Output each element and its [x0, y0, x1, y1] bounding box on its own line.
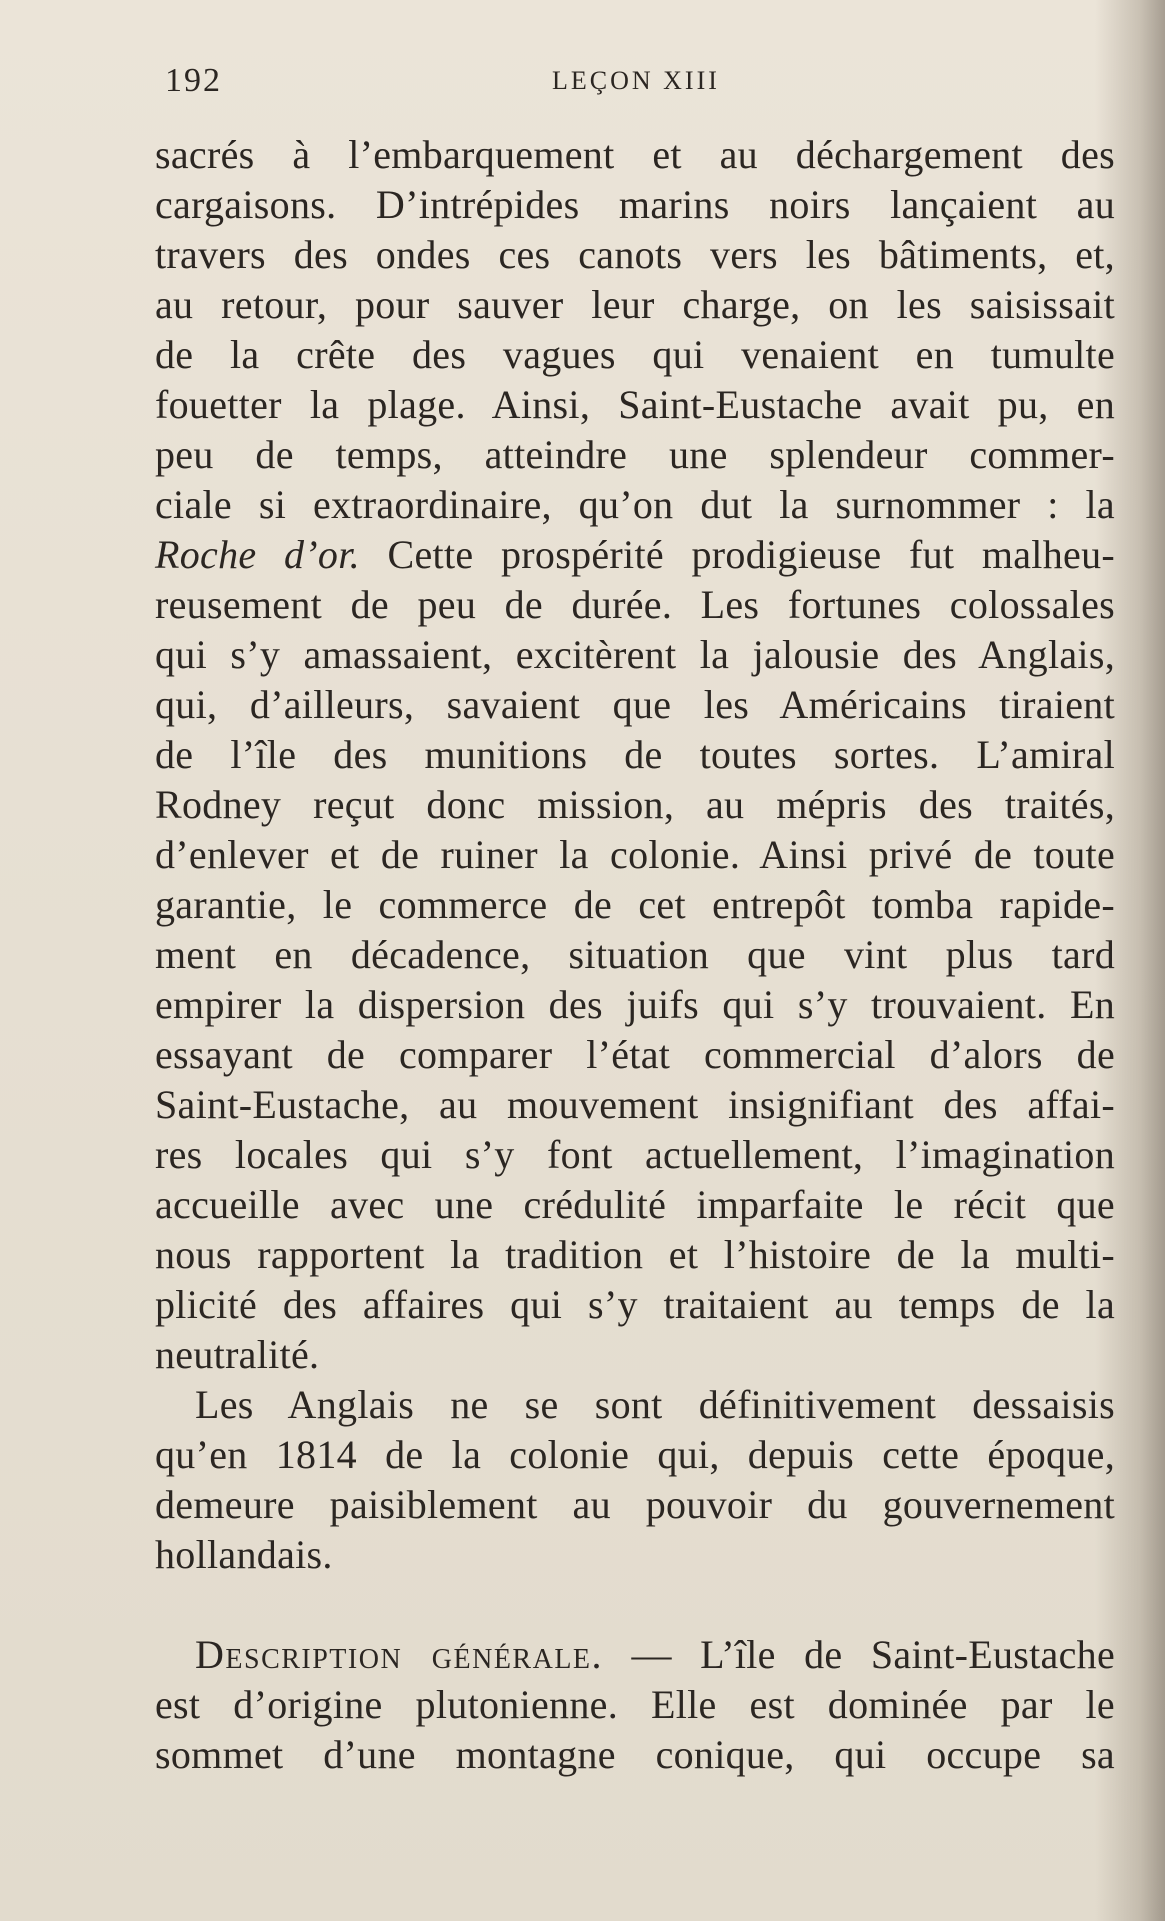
text-line	[155, 530, 1115, 580]
text-line: Les Anglais ne se sont définitivement dessaisis	[195, 1382, 1115, 1427]
text-line: cargaisons. D’intrépides marins noirs lançaient au	[155, 182, 1115, 227]
text-line: plicité des affaires qui s’y traitaient au temps de la	[155, 1282, 1115, 1327]
page-number: 192	[165, 62, 222, 99]
page-header	[165, 62, 1125, 112]
text-line: d’enlever et de ruiner la colonie. Ainsi privé de toute	[155, 832, 1115, 877]
italic-phrase: Roche d’or.	[155, 532, 360, 577]
text-line: travers des ondes ces canots vers les bâtiments, et,	[155, 232, 1115, 277]
text-line: qui, d’ailleurs, savaient que les Américains tiraient	[155, 682, 1115, 727]
paragraph-2	[155, 1380, 1115, 1580]
text-line: empirer la dispersion des juifs qui s’y trouvaient. En	[155, 982, 1115, 1027]
text-line: sacrés à l’embarquement et au déchargement des	[155, 132, 1115, 177]
text-line: de la crête des vagues qui venaient en tumulte	[155, 332, 1115, 377]
text-line: au retour, pour sauver leur charge, on les saisissait	[155, 282, 1115, 327]
text-line: accueille avec une crédulité imparfaite le récit que	[155, 1182, 1115, 1227]
text-line: ciale si extraordinaire, qu’on dut la surnommer : la	[155, 482, 1115, 527]
text-line: fouetter la plage. Ainsi, Saint-Eustache avait pu, en	[155, 382, 1115, 427]
text-fragment: — L’île de Saint-Eustache	[603, 1632, 1115, 1677]
text-line: reusement de peu de durée. Les fortunes colossales	[155, 582, 1115, 627]
text-line: qui s’y amassaient, excitèrent la jalousie des Anglais,	[155, 632, 1115, 677]
text-line: est d’origine plutonienne. Elle est dominée par le	[155, 1682, 1115, 1727]
text-line: res locales qui s’y font actuellement, l’imagination	[155, 1132, 1115, 1177]
text-line: nous rapportent la tradition et l’histoire de la multi-	[155, 1232, 1115, 1277]
text-line: essayant de comparer l’état commercial d’alors de	[155, 1032, 1115, 1077]
running-head: LEÇON XIII	[552, 66, 720, 95]
section-spacer	[155, 1580, 1115, 1630]
text-line: garantie, le commerce de cet entrepôt tomba rapide-	[155, 882, 1115, 927]
text-line: hollandais.	[155, 1532, 333, 1577]
text-line: qu’en 1814 de la colonie qui, depuis cette époque,	[155, 1432, 1115, 1477]
section-heading: Description générale.	[195, 1632, 604, 1677]
text-line: demeure paisiblement au pouvoir du gouvernement	[155, 1482, 1115, 1527]
text-line: peu de temps, atteindre une splendeur commer-	[155, 432, 1115, 477]
text-line	[155, 1630, 1115, 1680]
text-fragment: Cette prospérité prodigieuse fut malheu-	[359, 532, 1115, 577]
text-line: neutralité.	[155, 1332, 320, 1377]
body-text	[155, 130, 1115, 1780]
paragraph-1	[155, 130, 1115, 1380]
text-line: de l’île des munitions de toutes sortes. L’amiral	[155, 732, 1115, 777]
text-line: ment en décadence, situation que vint plus tard	[155, 932, 1115, 977]
text-line: Rodney reçut donc mission, au mépris des traités,	[155, 782, 1115, 827]
text-line: sommet d’une montagne conique, qui occupe sa	[155, 1732, 1115, 1777]
paragraph-3	[155, 1630, 1115, 1780]
text-line: Saint-Eustache, au mouvement insignifiant des affai-	[155, 1082, 1115, 1127]
